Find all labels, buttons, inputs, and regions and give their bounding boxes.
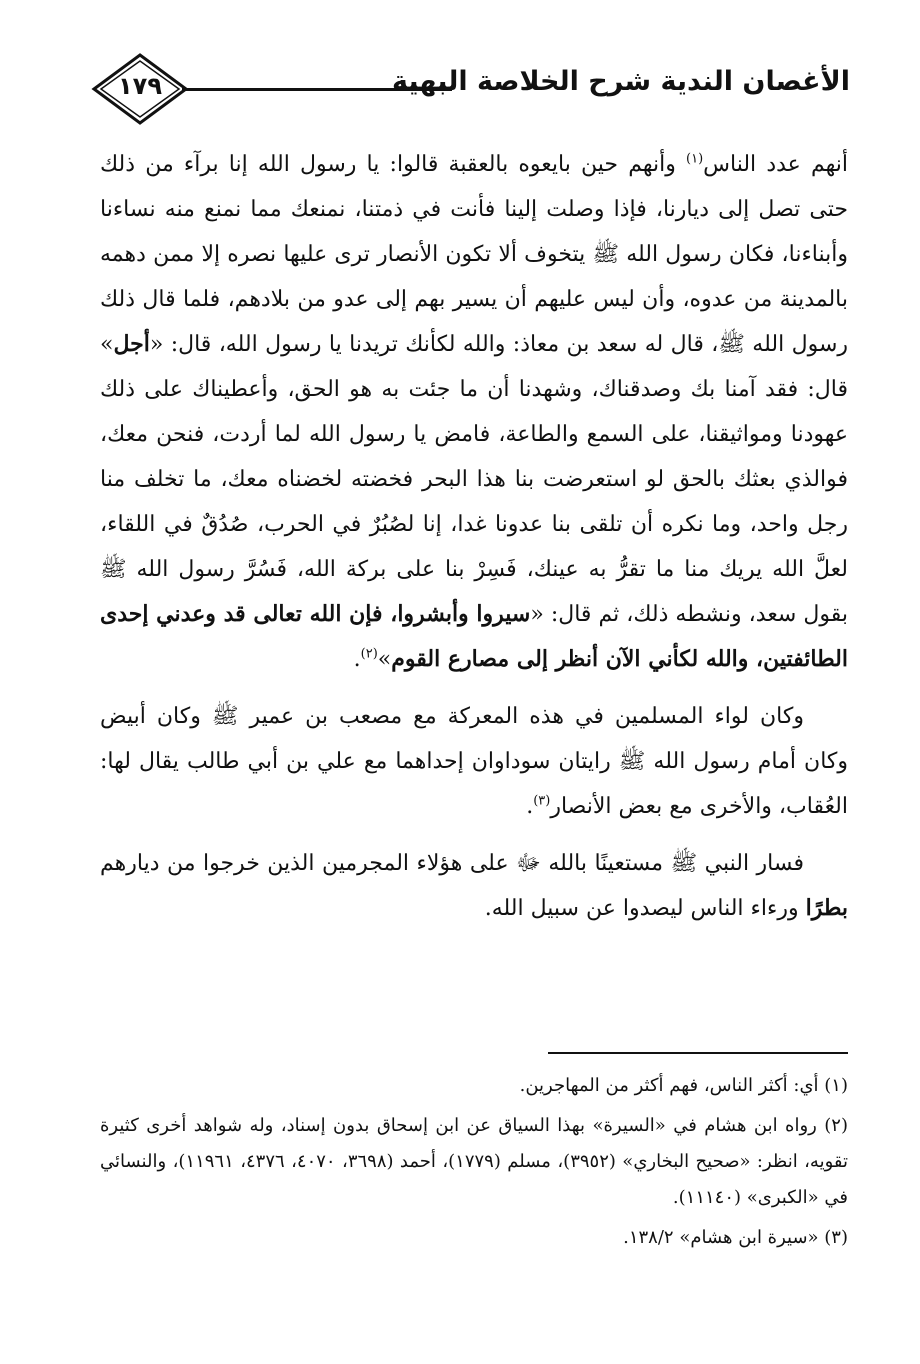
footnote-separator — [548, 1052, 848, 1054]
text-run: فسار النبي ﷺ مستعينًا بالله ﷻ على هؤلاء المجرمين الذين خرجوا من ديارهم — [100, 851, 804, 876]
text-run: ورءاء الناس ليصدوا عن سبيل الله. — [484, 896, 806, 921]
page-number: ١٧٩ — [118, 72, 162, 100]
text-run: » قال: فقد آمنا بك وصدقناك، وشهدنا أن ما جئت به هو الحق، وأعطيناك على ذلك عهودنا ومواثيقنا، على السمع والطاعة، فامض يا رسول الله لما أردت، فنحن معك، فوالذي بعثك بالحق لو استعرضت بنا هذا البحر فخضته لخضناه معك، ما تخلف منا رجل واحد، وما نكره أن تلقى بنا عدونا غدا، إنا لصُبُرٌ في الحرب، صُدُقٌ في اللقاء، لعلَّ الله يريك منا ما تقرُّ به عينك، فَسِرْ بنا على بركة الله، فَسُرَّ رسول الله ﷺ بقول سعد، ونشطه ذلك، ثم قال: « — [100, 332, 849, 627]
footnote-ref-3: (٣) — [533, 793, 551, 809]
text-run: . — [353, 647, 361, 672]
text-run: وكان لواء المسلمين في هذه المعركة مع مصعب بن عمير ﷺ وكان أبيض وكان أمام رسول الله ﷺ رايتان سوداوان إحداهما مع علي بن أبي طالب يقال لها: العُقاب، والأخرى مع بعض الأنصار — [100, 704, 848, 819]
bold-text: بطرًا — [805, 895, 848, 921]
bold-hadith-text: سيروا وأبشروا، فإن الله تعالى قد وعدني إحدى الطائفتين، والله لكأني الآن أنظر إلى مصارع القوم — [100, 601, 848, 672]
footnote-ref-2: (٢) — [360, 646, 378, 662]
paragraph-1 — [100, 142, 848, 682]
bold-text: أجل — [113, 331, 150, 357]
text-run: . — [526, 794, 534, 819]
running-title: الأغصان الندية شرح الخلاصة البهية — [392, 66, 850, 97]
text-run: » — [377, 647, 392, 672]
page-number-frame — [90, 52, 190, 126]
text-run: أنهم عدد الناس — [703, 152, 848, 177]
footnotes — [100, 1068, 848, 1260]
footnote-1: (١) أي: أكثر الناس، فهم أكثر من المهاجرين. — [519, 1075, 848, 1096]
footnote-3: (٣) «سيرة ابن هشام» ١٣٨/٢. — [623, 1227, 848, 1248]
footnote-ref-1: (١) — [686, 151, 704, 167]
text-run: وأنهم حين بايعوه بالعقبة قالوا: يا رسول الله إنا برآء من ذلك حتى تصل إلى ديارنا، فإذا وصلت إلينا فأنت في ذمتنا، نمنعك مما نمنع منه نساءنا وأبناءنا، فكان رسول الله ﷺ يتخوف ألا تكون الأنصار ترى عليها نصره إلا ممن دهمه بالمدينة من عدوه، وأن ليس عليهم أن يسير بهم إلى عدو من بلادهم، فلما قال ذلك رسول الله ﷺ، قال له سعد بن معاذ: والله لكأنك تريدنا يا رسول الله، قال: « — [100, 152, 848, 357]
paragraph-2 — [100, 694, 848, 829]
paragraph-3 — [100, 841, 848, 931]
page-header — [90, 52, 850, 126]
main-text — [100, 142, 848, 943]
footnote-2: (٢) رواه ابن هشام في «السيرة» بهذا السياق عن ابن إسحاق بدون إسناد، وله شواهد أخرى كثيرة تقويه، انظر: «صحيح البخاري» (٣٩٥٢)، مسلم (١٧٧٩)، أحمد (٣٦٩٨، ٤٠٧٠، ٤٣٧٦، ١١٩٦١)، والنسائي في «الكبرى» (١١١٤٠). — [100, 1115, 849, 1208]
